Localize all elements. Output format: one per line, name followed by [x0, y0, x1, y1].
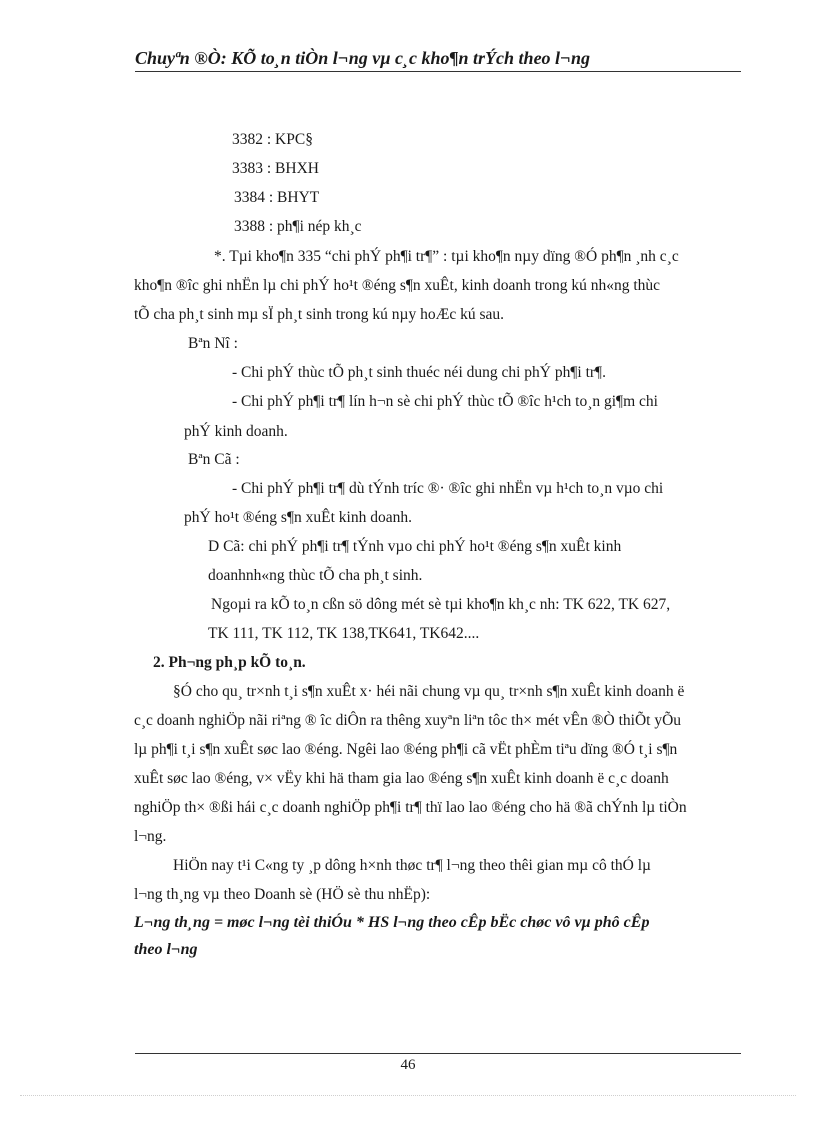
body-paragraph-line-1: §Ó cho qu¸ tr×nh t¸i s¶n xuÊt x· héi nãi chung vµ qu¸ tr×nh s¶n xuÊt kinh doanh ë	[173, 683, 685, 700]
paragraph-335-line-2: kho¶n ®îc ghi nhËn lµ chi phÝ ho¹t ®éng s¶n xuÊt, kinh doanh trong kú nh«ng thùc	[134, 277, 661, 294]
body-paragraph-line-5: nghiÖp th× ®ßi hái c¸c doanh nghiÖp ph¶i tr¶ thï lao lao ®éng cho hä ®ã chÝnh lµ tiÒn	[134, 799, 687, 816]
body-paragraph-line-6: l¬ng.	[134, 828, 167, 845]
credit-balance-line-1: D Cã: chi phÝ ph¶i tr¶ tÝnh vµo chi phÝ ho¹t ®éng s¶n xuÊt kinh	[208, 538, 622, 555]
page-header-title: Chuyªn ®Ò: KÕ to¸n tiÒn l¬ng vµ c¸c kho¶n trÝch theo l¬ng	[135, 48, 590, 68]
body-paragraph-line-3: lµ ph¶i t¸i s¶n xuÊt søc lao ®éng. Ngêi lao ®éng ph¶i cã vËt phÈm tiªu dïng ®Ó t¸i s¶n	[134, 741, 678, 758]
other-accounts-line-2: TK 111, TK 112, TK 138,TK641, TK642....	[208, 625, 480, 642]
credit-side-heading: Bªn Cã :	[188, 451, 240, 468]
debit-side-heading: Bªn Nî :	[188, 335, 238, 352]
debit-item-2-line-2: phÝ kinh doanh.	[184, 423, 288, 440]
page-number: 46	[400, 1057, 416, 1073]
footer-divider	[135, 1053, 741, 1054]
credit-balance-line-2: doanhnh«ng thùc tÕ cha ph¸t sinh.	[208, 567, 423, 584]
company-paragraph-line-1: HiÖn nay t¹i C«ng ty ¸p dông h×nh thøc tr¶ l¬ng theo thêi gian mµ cô thÓ lµ	[173, 857, 651, 874]
account-3388: 3388 : ph¶i nép kh¸c	[234, 218, 362, 235]
body-paragraph-line-4: xuÊt søc lao ®éng, v× vËy khi hä tham gia lao ®éng s¶n xuÊt kinh doanh ë c¸c doanh	[134, 770, 669, 787]
paragraph-335-line-3: tÕ cha ph¸t sinh mµ sÏ ph¸t sinh trong kú nµy hoÆc kú sau.	[134, 306, 505, 323]
header-divider	[135, 71, 741, 72]
credit-item-1-line-1: - Chi phÝ ph¶i tr¶ dù tÝnh tríc ®· ®îc ghi nhËn vµ h¹ch to¸n vµo chi	[232, 480, 664, 497]
other-accounts-line-1: Ngoµi ra kÕ to¸n cßn sö dông mét sè tµi kho¶n kh¸c nh: TK 622, TK 627,	[211, 596, 671, 613]
debit-item-2-line-1: - Chi phÝ ph¶i tr¶ lín h¬n sè chi phÝ thùc tÕ ®îc h¹ch to¸n gi¶m chi	[232, 393, 658, 410]
section-heading-2: 2. Ph¬ng ph¸p kÕ to¸n.	[153, 654, 306, 671]
credit-item-1-line-2: phÝ ho¹t ®éng s¶n xuÊt kinh doanh.	[184, 509, 412, 526]
page-bottom-dotted-border	[20, 1095, 796, 1096]
debit-item-1: - Chi phÝ thùc tÕ ph¸t sinh thuéc néi dung chi phÝ ph¶i tr¶.	[232, 364, 606, 381]
salary-formula-line-2: theo l¬ng	[134, 941, 198, 958]
account-3382: 3382 : KPC§	[232, 131, 313, 148]
paragraph-335-line-1: *. Tµi kho¶n 335 “chi phÝ ph¶i tr¶” : tµi kho¶n nµy dïng ®Ó ph¶n ¸nh c¸c	[214, 248, 679, 265]
account-3384: 3384 : BHYT	[234, 189, 320, 206]
company-paragraph-line-2: l¬ng th¸ng vµ theo Doanh sè (HÖ sè thu nhËp):	[134, 886, 431, 903]
salary-formula-line-1: L¬ng th¸ng = møc l¬ng tèi thiÓu * HS l¬ng theo cÊp bËc chøc vô vµ phô cÊp	[134, 914, 650, 931]
account-3383: 3383 : BHXH	[232, 160, 319, 177]
body-paragraph-line-2: c¸c doanh nghiÖp nãi riªng ® îc diÔn ra thêng xuyªn liªn tôc th× mét vÊn ®Ò thiÕt yÕu	[134, 712, 682, 729]
